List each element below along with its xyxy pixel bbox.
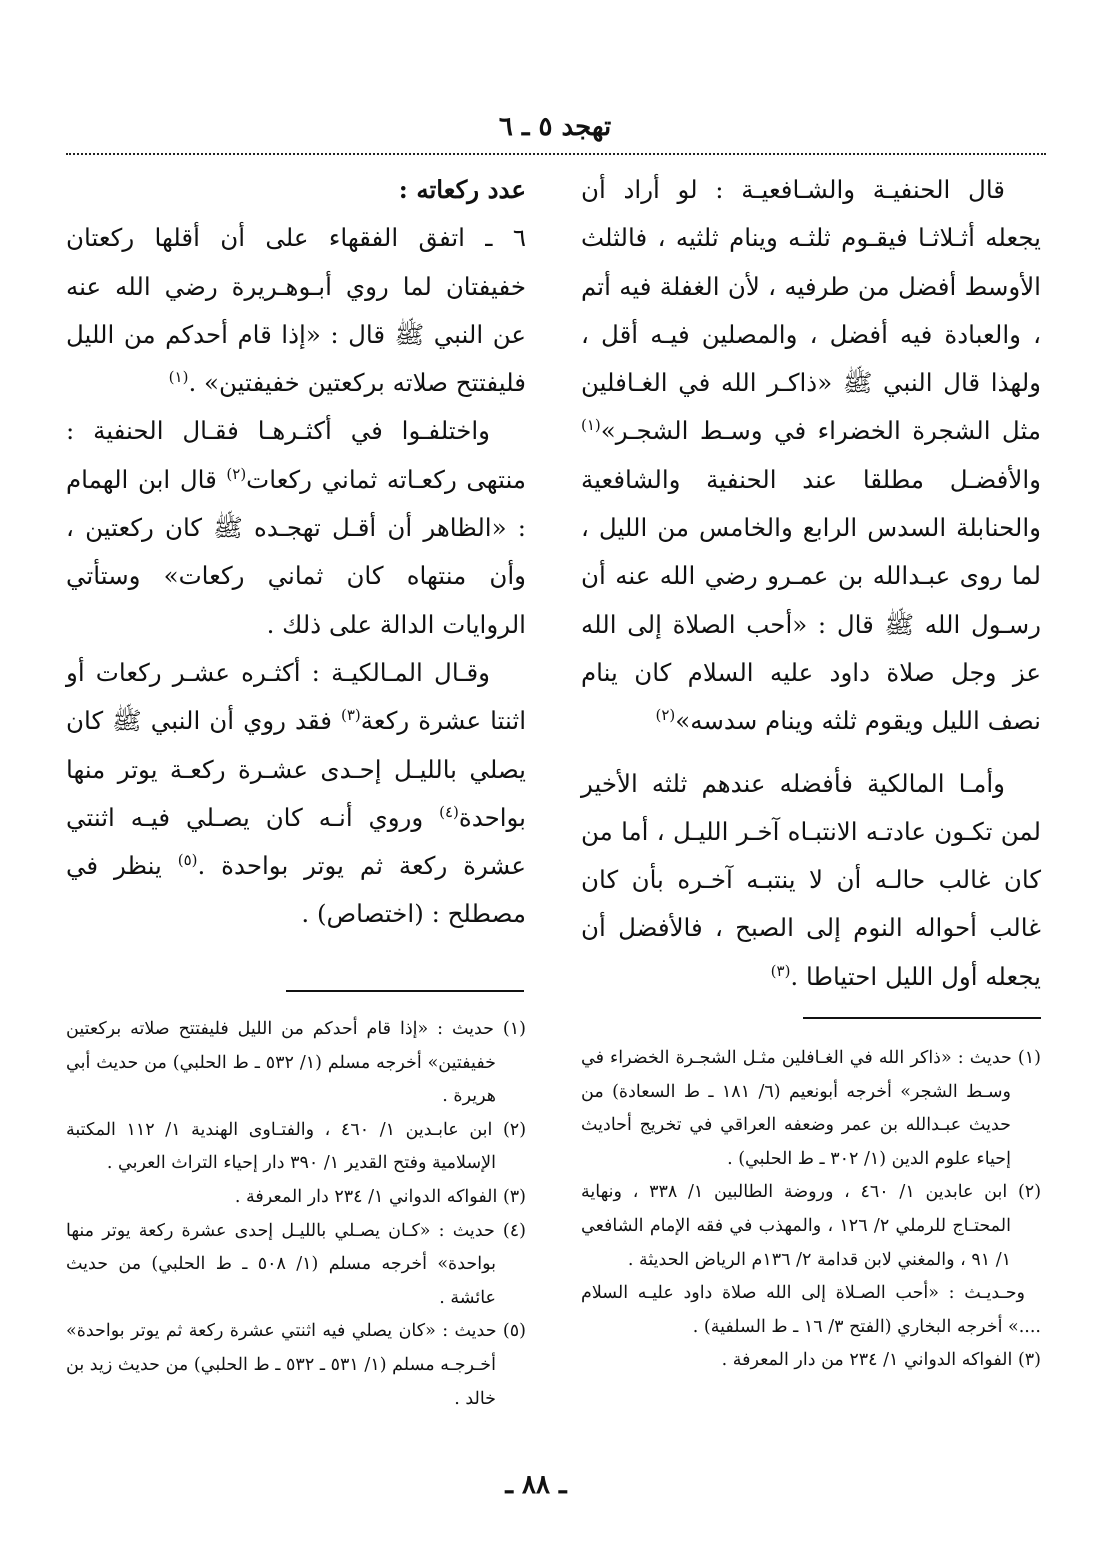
footnote: (٥) حديث : «كان يصلي فيه اثنتي عشرة ركعة ثم يوتر بواحدة» أخـرجـه مسلم (١/ ٥٣١ ـ ٥٣٢ ـ ط الحلبي) من حديث زيد بن خالد .: [66, 1321, 526, 1409]
footnote: (٢) ابن عابـدين ١/ ٤٦٠ ، والفتـاوى الهندية ١/ ١١٢ المكتبة الإسلامية وفتح القدير ١/ ٣٩٠ دار إحياء التراث العربي .: [66, 1119, 527, 1174]
footnote-ref: (٣): [770, 961, 791, 980]
footnote: (٣) الفواكه الدواني ١/ ٢٣٤ دار المعرفة .: [234, 1186, 526, 1207]
header-dotted-rule: [66, 153, 1046, 155]
footnote-ref: (٥): [177, 851, 198, 869]
footnote-separator-left: [286, 990, 524, 992]
left-paragraph-3: [66, 649, 526, 939]
footnotes-left: [66, 1013, 526, 1416]
left-paragraph-1: [66, 214, 526, 407]
text-run: فقد روي أن النبي ﷺ كان يصلي بالليـل إحـدى عشـرة ركعـة يوتر منها بواحدة: [66, 706, 526, 832]
footnote-ref: (٢): [655, 706, 676, 725]
text-run: والأفضـل مطلقا عند الحنفية والشافعية والحنابلة السدس الرابع والخامس من الليل ، لما روى عبـدالله بن عمـرو رضي الله عنه أن رسـول الله ﷺ قال : «أحب الصلاة إلى الله عز وجل صلاة داود عليه السلام كان ينام نصف الليل ويقوم ثلثه وينام سدسه»: [581, 464, 1041, 736]
text-run: واختلفـوا في أكثـرهـا فقـال الحنفية : منتهى ركعـاته ثماني ركعات: [66, 416, 526, 494]
text-run: ٦ ـ اتفق الفقهاء على أن أقلها ركعتان خفيفتان لما روي أبـوهـريرة رضي الله عنه عن النبي ﷺ قال : «إذا قام أحدكم من الليل فليفتتح صلاته بركعتين خفيفتين» .: [66, 223, 526, 398]
text-run: وروي أنـه كان يصـلي فيـه اثنتي عشرة ركعة ثم يوتر بواحدة .: [66, 802, 526, 881]
footnote: (٣) الفواكه الدواني ١/ ٢٣٤ من دار المعرفة .: [721, 1350, 1041, 1371]
text-run: قال الحنفيـة والشـافعيـة : لو أراد أن يجعله أثـلاثـا فيقـوم ثلثـه وينام ثلثيه ، فالثلث الأوسط أفضل من طرفيه ، لأن الغفلة فيه أتم ، والعبادة فيه أفضل ، والمصلين فيـه أقل ، ولهذا قال النبي ﷺ «ذاكـر الله في الغـافلين مثل الشجرة الخضراء في وسـط الشجـر»: [581, 175, 1041, 446]
section-heading: عدد ركعاته :: [398, 175, 526, 204]
footnote-ref: (٢): [226, 464, 247, 483]
footnote-ref: (٤): [439, 802, 459, 821]
footnotes-right: [581, 1042, 1041, 1378]
footnote: (١) حديث : «ذاكر الله في الغـافلين مثـل الشجـرة الخضراء في وسـط الشجر» أخرجه أبونعيم (٦/ ١٨١ ـ ط السعادة) من حديث عبـدالله بن عمر وضعفه العراقي في تخريج أحاديث إحياء علوم الدين (١/ ٣٠٢ ـ ط الحلبي) .: [581, 1048, 1041, 1169]
left-column: [66, 166, 526, 939]
text-run: وأمـا المالكية فأفضله عندهم ثلثه الأخير لمن تكـون عادتـه الانتبـاه آخـر الليـل ، أما من كان غالب حالـه أن لا ينتبـه آخـره بأن كان غالب أحواله النوم إلى الصبح ، فالأفضل أن يجعله أول الليل احتياطا .: [581, 768, 1041, 991]
right-paragraph-1: [581, 166, 1041, 746]
footnote: (١) حديث : «إذا قام أحدكم من الليل فليفتتح صلاته بركعتين خفيفتين» أخرجه مسلم (١/ ٥٣٢ ـ ط الحلبي) من حديث أبي هريرة .: [66, 1019, 526, 1107]
left-paragraph-2: [66, 407, 526, 648]
text-run: قال ابن الهمام : «الظاهر أن أقـل تهجـده ﷺ كان ركعتين ، وأن منتهاه كان ثماني ركعات» وستأتي الروايات الدالة على ذلك .: [66, 464, 526, 639]
footnote-separator-right: [803, 1017, 1041, 1019]
footnote: (٤) حديث : «كـان يصـلي بالليـل إحدى عشرة ركعة يوتر منها بواحدة» أخرجه مسلم (١/ ٥٠٨ ـ ط الحلبي) من حديث عائشة .: [66, 1220, 526, 1308]
text-run: وقـال المـالكيـة : أكثـره عشـر ركعات أو اثنتا عشرة ركعة: [66, 657, 527, 736]
footnote-ref: (٣): [341, 706, 361, 725]
footnote-ref: (١): [168, 368, 189, 387]
footnote-ref: (١): [581, 416, 601, 435]
running-header: تهجد ٥ ـ ٦: [498, 112, 612, 142]
page-number: ـ ٨٨ ـ: [505, 1470, 567, 1500]
right-paragraph-2: [581, 760, 1041, 1001]
right-column: [581, 166, 1041, 1001]
footnote: (٢) ابن عابدين ١/ ٤٦٠ ، وروضة الطالبين ١/ ٣٣٨ ، ونهاية المحتـاج للرملي ٢/ ١٢٦ ، والمهذب في فقه الإمام الشافعي ١/ ٩١ ، والمغني لابن قدامة ٢/ ١٣٦م الرياض الحديثة .: [581, 1182, 1042, 1270]
footnote-continuation: وحـديـث : «أحب الصـلاة إلى الله صلاة داود عليـه السلام ....» أخرجه البخاري (الفتح ٣/ ١٦ ـ ط السلفية) .: [581, 1283, 1041, 1337]
text-run: ينظر في مصطلح : (اختصاص) .: [66, 851, 526, 929]
